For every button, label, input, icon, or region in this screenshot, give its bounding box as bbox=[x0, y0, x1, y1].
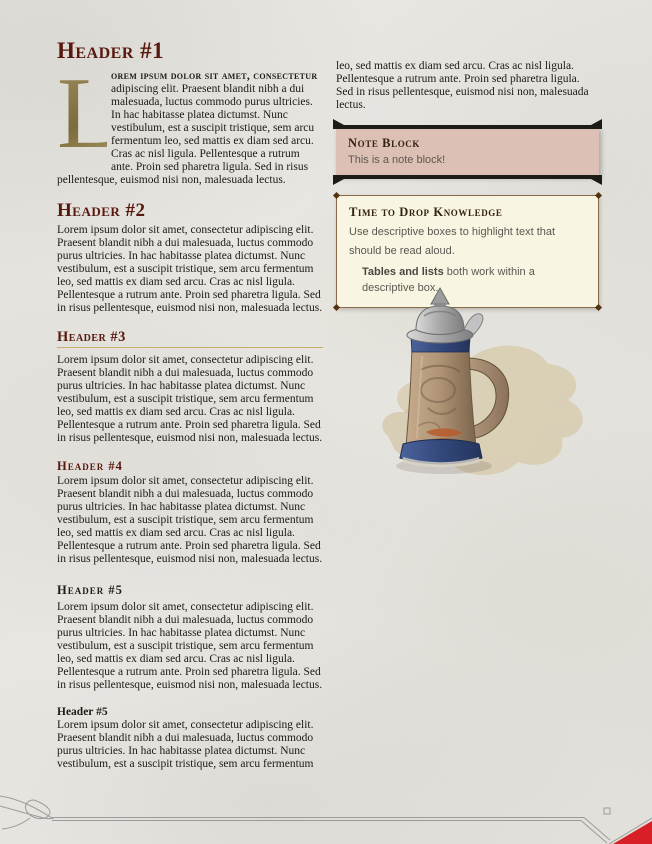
corner-dot-icon bbox=[595, 192, 602, 199]
lid-dome bbox=[416, 306, 464, 335]
section-heading-2: Header #2 bbox=[57, 200, 146, 221]
continuation-paragraph: leo, sed mattis ex diam sed arcu. Cras ac nisl ligula. Pellentesque a rutrum ante. Proin sed pharetra ligula. Sed in risus pellentesque, euismod nisi non, malesuada lectus. bbox=[336, 60, 589, 111]
left-column bbox=[57, 38, 323, 814]
paragraph: Lorem ipsum dolor sit amet, consectetur adipiscing elit. Praesent blandit nibh a dui malesuada, luctus commodo purus ultricies. In hac habitasse platea dictumst. Nunc vestibulum, est a suscipit tristique, sem arcu fermentum leo, sed mattis ex diam sed arcu. Cras ac nisl ligula. Pellentesque a rutrum ante. Proin sed pharetra ligula. Sed in risus pellentesque, euismod nisi non, malesuada lectus. bbox=[57, 354, 323, 444]
note-text: This is a note block! bbox=[348, 154, 446, 166]
note-bottom-rule bbox=[333, 175, 602, 185]
section-2 bbox=[57, 200, 323, 315]
section-heading-bold: Header #5 bbox=[57, 706, 108, 718]
section-4 bbox=[57, 459, 323, 566]
corner-dot-icon bbox=[333, 192, 340, 199]
section-6 bbox=[57, 706, 323, 771]
footer-diagonal bbox=[584, 818, 610, 841]
descriptive-bold-lead: Tables and lists bbox=[362, 266, 444, 278]
corner-dot-icon bbox=[333, 304, 340, 311]
note-top-rule bbox=[333, 119, 602, 129]
right-column bbox=[336, 60, 599, 308]
intro-paragraph bbox=[57, 57, 323, 187]
paragraph: Lorem ipsum dolor sit amet, consectetur adipiscing elit. Praesent blandit nibh a dui malesuada, luctus commodo purus ultricies. In hac habitasse platea dictumst. Nunc vestibulum, est a suscipit tristique, sem arcu fermentum leo, sed mattis ex diam sed arcu. Cras ac nisl ligula. Pellentesque a rutrum ante. Proin sed pharetra ligula. Sed in risus pellentesque, euismod nisi non, malesuada lectus. bbox=[57, 475, 323, 565]
intro-lead-smallcaps: orem ipsum dolor sit amet, consectetur bbox=[111, 70, 318, 82]
paragraph: Lorem ipsum dolor sit amet, consectetur adipiscing elit. Praesent blandit nibh a dui malesuada, luctus commodo purus ultricies. In hac habitasse platea dictumst. Nunc vestibulum, est a suscipit tristique, sem arcu fermentum leo, sed mattis ex diam sed arcu. Cras ac nisl ligula. Pellentesque a rutrum ante. Proin sed pharetra ligula. Sed in risus pellentesque, euismod nisi non, malesuada lectus. bbox=[57, 224, 323, 314]
footer-flourish bbox=[0, 796, 52, 818]
section-5 bbox=[57, 583, 323, 692]
drop-cap: L bbox=[57, 57, 120, 170]
paragraph: Lorem ipsum dolor sit amet, consectetur adipiscing elit. Praesent blandit nibh a dui malesuada, luctus commodo purus ultricies. In hac habitasse platea dictumst. Nunc vestibulum, est a suscipit tristique, sem arcu fermentum leo, sed mattis ex diam sed arcu. Cras ac nisl ligula. Pellentesque a rutrum ante. Proin sed pharetra ligula. Sed in risus pellentesque, euismod nisi non, malesuada lectus. bbox=[57, 601, 323, 691]
paragraph-truncated: Lorem ipsum dolor sit amet, consectetur adipiscing elit. Praesent blandit nibh a dui malesuada, luctus commodo purus ultricies. In hac habitasse platea dictumst. Nunc vestibulum, est a suscipit tristique, sem arcu fermentum bbox=[57, 719, 314, 770]
section-heading-3: Header #3 bbox=[57, 329, 323, 348]
section-3 bbox=[57, 329, 323, 445]
section-heading-4: Header #4 bbox=[57, 459, 123, 473]
descriptive-text-rest: both work within a descriptive box. bbox=[362, 266, 535, 294]
section-heading-5: Header #5 bbox=[57, 583, 123, 597]
footer-red-triangle bbox=[613, 821, 652, 844]
descriptive-title: Time to Drop Knowledge bbox=[349, 205, 503, 219]
footer-ornament bbox=[0, 790, 652, 844]
page-title: Header #1 bbox=[57, 38, 165, 63]
lid-finial bbox=[431, 288, 449, 304]
note-block bbox=[336, 128, 599, 176]
note-title: Note Block bbox=[348, 136, 420, 150]
intro-text: adipiscing elit. Praesent blandit nibh a dui malesuada, luctus commodo purus ultricies. In hac habitasse platea dictumst. Nunc vestibulum, est a suscipit tristique, sem arcu fermentum leo, sed mattis ex diam sed arcu. Cras ac nisl ligula. Pellentesque a rutrum ante. Proin sed pharetra ligula. Sed in risus pellentesque, euismod nisi non, malesuada lectus. bbox=[57, 83, 315, 186]
descriptive-text: Use descriptive boxes to highlight text that should be read aloud. bbox=[349, 226, 556, 257]
beer-stein-illustration bbox=[370, 286, 610, 484]
